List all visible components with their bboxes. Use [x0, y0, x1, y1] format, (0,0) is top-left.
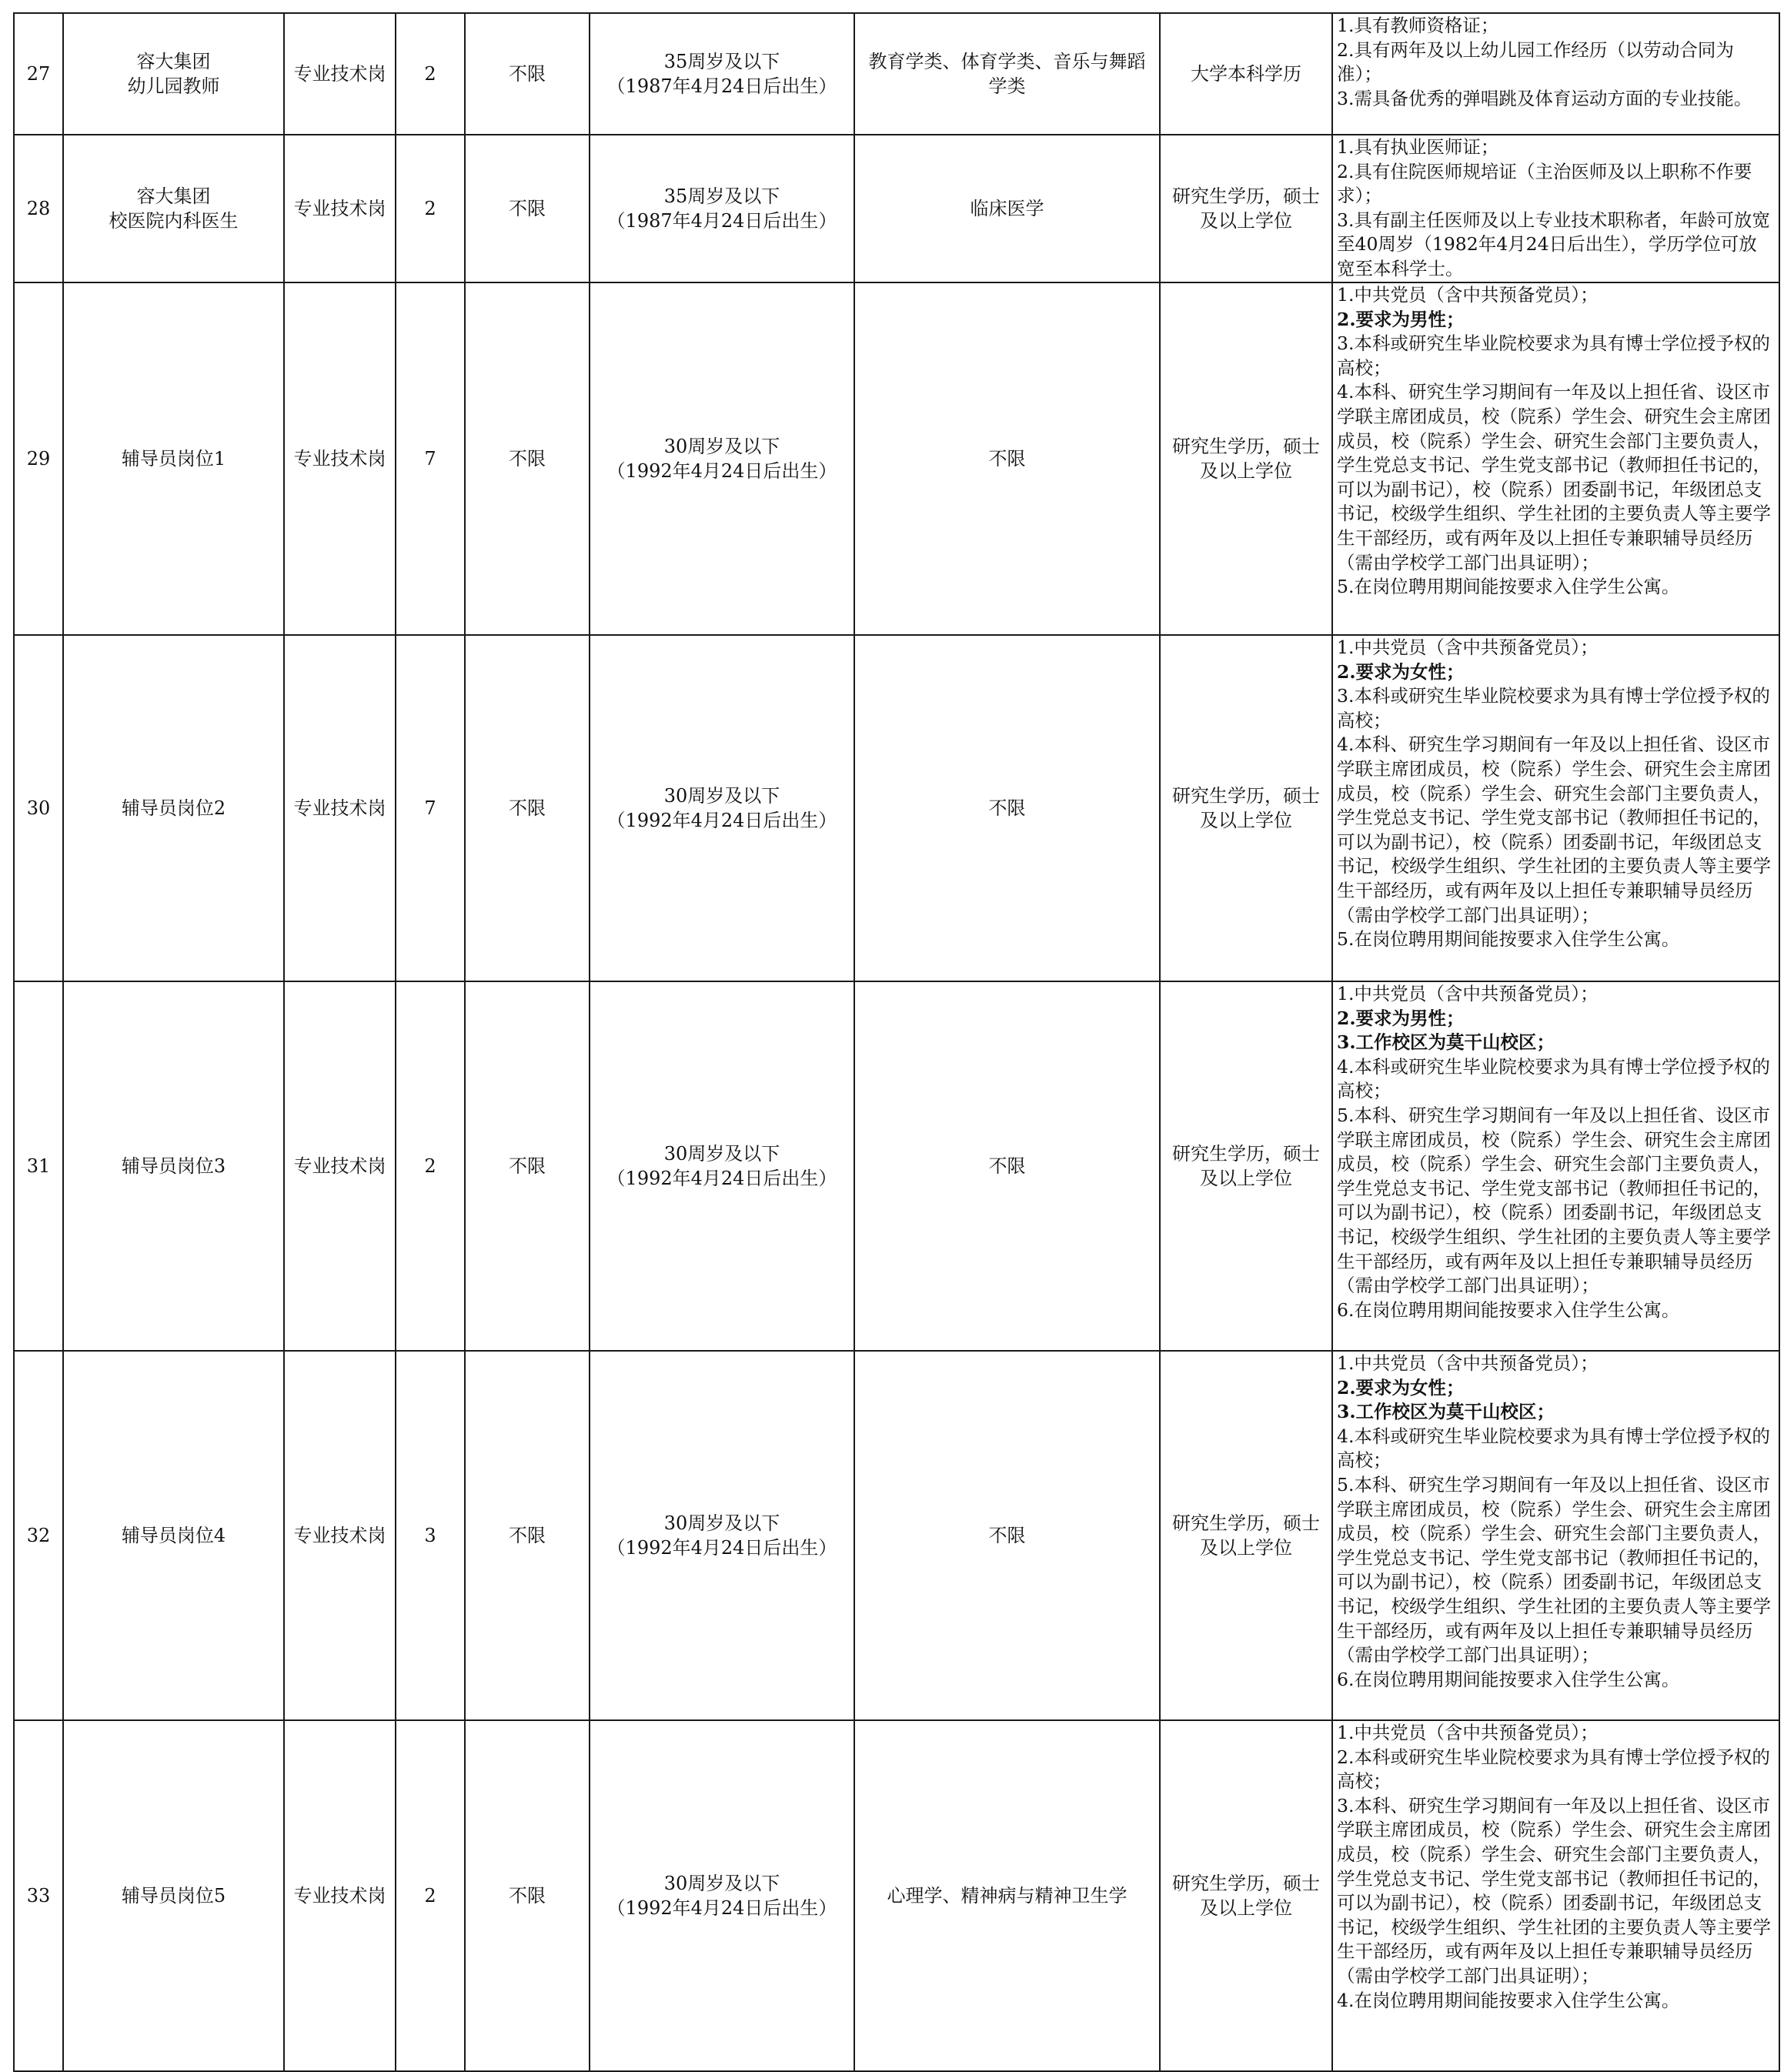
- hiring-count: 2: [396, 1720, 465, 2071]
- post-name-line1: 辅导员岗位4: [121, 1525, 226, 1546]
- post-name-line1: 辅导员岗位3: [121, 1155, 226, 1177]
- target-group: 不限: [465, 13, 590, 135]
- requirement-item: 2.本科或研究生毕业院校要求为具有博士学位授予权的高校；: [1337, 1746, 1770, 1793]
- age-requirement: [590, 13, 854, 135]
- requirement-item: 2.要求为男性；: [1337, 308, 1465, 330]
- post-name: [63, 13, 284, 135]
- birth-date-limit: （1987年4月24日后出生）: [606, 75, 837, 97]
- requirement-item: 2.具有住院医师规培证（主治医师及以上职称不作要求）；: [1337, 160, 1752, 207]
- education-requirement: 大学本科学历: [1160, 13, 1332, 135]
- target-group: 不限: [465, 981, 590, 1351]
- post-name: [63, 135, 284, 282]
- age-requirement: [590, 1720, 854, 2071]
- birth-date-limit: （1992年4月24日后出生）: [606, 460, 837, 482]
- requirement-item: 4.本科、研究生学习期间有一年及以上担任省、设区市学联主席团成员，校（院系）学生会、研究生会主席团成员，校（院系）学生会、研究生会部门主要负责人，学生党总支书记、学生党支部书记（教师担任书记的，可以为副书记），校（院系）团委副书记，年级团总支书记，校级学生组织、学生社团的主要负责人等主要学生干部经历，或有两年及以上担任专兼职辅导员经历（需由学校学工部门出具证明）；: [1337, 381, 1771, 573]
- hiring-count: 2: [396, 981, 465, 1351]
- requirement-item: 1.具有教师资格证；: [1337, 15, 1499, 36]
- post-category: 专业技术岗: [284, 981, 396, 1351]
- target-group: 不限: [465, 1351, 590, 1720]
- post-name: [63, 1351, 284, 1720]
- birth-date-limit: （1992年4月24日后出生）: [606, 1897, 837, 1919]
- requirement-item: 2.要求为男性；: [1337, 1007, 1465, 1029]
- post-name: [63, 282, 284, 635]
- major-requirement: 心理学、精神病与精神卫生学: [854, 1720, 1160, 2071]
- major-requirement: 不限: [854, 635, 1160, 981]
- recruitment-table: [13, 12, 1780, 2072]
- post-name: [63, 981, 284, 1351]
- hiring-count: 3: [396, 1351, 465, 1720]
- requirement-item: 2.要求为女性；: [1337, 660, 1465, 683]
- education-requirement: 研究生学历，硕士及以上学位: [1160, 282, 1332, 635]
- row-number: 32: [14, 1351, 63, 1720]
- requirement-item: 4.本科或研究生毕业院校要求为具有博士学位授予权的高校；: [1337, 1055, 1770, 1102]
- hiring-count: 2: [396, 135, 465, 282]
- age-limit: 35周岁及以下: [663, 185, 780, 207]
- table-row: [14, 1720, 1779, 2071]
- age-requirement: [590, 282, 854, 635]
- post-name: [63, 1720, 284, 2071]
- target-group: 不限: [465, 1720, 590, 2071]
- target-group: 不限: [465, 135, 590, 282]
- birth-date-limit: （1987年4月24日后出生）: [606, 210, 837, 232]
- requirement-item: 5.本科、研究生学习期间有一年及以上担任省、设区市学联主席团成员，校（院系）学生会、研究生会主席团成员，校（院系）学生会、研究生会部门主要负责人，学生党总支书记、学生党支部书记（教师担任书记的，可以为副书记），校（院系）团委副书记，年级团总支书记，校级学生组织、学生社团的主要负责人等主要学生干部经历，或有两年及以上担任专兼职辅导员经历（需由学校学工部门出具证明）；: [1337, 1104, 1771, 1297]
- other-requirements: [1332, 981, 1779, 1351]
- post-category: 专业技术岗: [284, 135, 396, 282]
- post-name: [63, 635, 284, 981]
- requirement-item: 2.具有两年及以上幼儿园工作经历（以劳动合同为准）；: [1337, 38, 1734, 85]
- requirement-item: 4.本科或研究生毕业院校要求为具有博士学位授予权的高校；: [1337, 1425, 1770, 1472]
- post-name-line1: 辅导员岗位2: [121, 797, 226, 819]
- requirement-item: 1.中共党员（含中共预备党员）；: [1337, 983, 1599, 1004]
- post-name-line2: 幼儿园教师: [127, 75, 220, 97]
- post-category: 专业技术岗: [284, 13, 396, 135]
- other-requirements: [1332, 282, 1779, 635]
- education-requirement: 研究生学历，硕士及以上学位: [1160, 635, 1332, 981]
- education-requirement: 研究生学历，硕士及以上学位: [1160, 1351, 1332, 1720]
- requirement-item: 2.要求为女性；: [1337, 1376, 1465, 1399]
- age-limit: 30周岁及以下: [663, 1512, 780, 1534]
- major-requirement: 临床医学: [854, 135, 1160, 282]
- education-requirement: 研究生学历，硕士及以上学位: [1160, 135, 1332, 282]
- post-category: 专业技术岗: [284, 1720, 396, 2071]
- table-row: [14, 282, 1779, 635]
- age-limit: 35周岁及以下: [663, 51, 780, 72]
- post-category: 专业技术岗: [284, 635, 396, 981]
- requirement-item: 3.本科或研究生毕业院校要求为具有博士学位授予权的高校；: [1337, 333, 1770, 379]
- age-limit: 30周岁及以下: [663, 436, 780, 457]
- requirement-item: 3.需具备优秀的弹唱跳及体育运动方面的专业技能。: [1337, 87, 1752, 109]
- row-number: 28: [14, 135, 63, 282]
- major-requirement: 不限: [854, 282, 1160, 635]
- requirement-item: 1.中共党员（含中共预备党员）；: [1337, 637, 1599, 658]
- requirement-item: 3.本科、研究生学习期间有一年及以上担任省、设区市学联主席团成员，校（院系）学生会、研究生会主席团成员，校（院系）学生会、研究生会部门主要负责人，学生党总支书记、学生党支部书记（教师担任书记的，可以为副书记），校（院系）团委副书记，年级团总支书记，校级学生组织、学生社团的主要负责人等主要学生干部经历，或有两年及以上担任专兼职辅导员经历（需由学校学工部门出具证明）；: [1337, 1794, 1771, 1987]
- other-requirements: [1332, 635, 1779, 981]
- birth-date-limit: （1992年4月24日后出生）: [606, 1168, 837, 1189]
- table-row: [14, 635, 1779, 981]
- hiring-count: 7: [396, 635, 465, 981]
- target-group: 不限: [465, 635, 590, 981]
- other-requirements: [1332, 1351, 1779, 1720]
- requirement-item: 1.中共党员（含中共预备党员）；: [1337, 284, 1599, 306]
- age-limit: 30周岁及以下: [663, 1143, 780, 1165]
- post-name-line1: 辅导员岗位5: [121, 1885, 226, 1907]
- education-requirement: 研究生学历，硕士及以上学位: [1160, 981, 1332, 1351]
- requirement-item: 4.本科、研究生学习期间有一年及以上担任省、设区市学联主席团成员，校（院系）学生会、研究生会主席团成员，校（院系）学生会、研究生会部门主要负责人，学生党总支书记、学生党支部书记（教师担任书记的，可以为副书记），校（院系）团委副书记，年级团总支书记，校级学生组织、学生社团的主要负责人等主要学生干部经历，或有两年及以上担任专兼职辅导员经历（需由学校学工部门出具证明）；: [1337, 734, 1771, 926]
- requirement-item: 3.工作校区为莫干山校区；: [1337, 1031, 1555, 1054]
- row-number: 33: [14, 1720, 63, 2071]
- hiring-count: 7: [396, 282, 465, 635]
- age-requirement: [590, 635, 854, 981]
- requirement-item: 6.在岗位聘用期间能按要求入住学生公寓。: [1337, 1298, 1680, 1321]
- table-row: [14, 13, 1779, 135]
- major-requirement: 不限: [854, 1351, 1160, 1720]
- row-number: 31: [14, 981, 63, 1351]
- table-body: [14, 13, 1779, 2071]
- requirement-item: 3.具有副主任医师及以上专业技术职称者，年龄可放宽至40周岁（1982年4月24日后出生），学历学位可放宽至本科学士。: [1337, 209, 1770, 279]
- other-requirements: [1332, 135, 1779, 282]
- age-requirement: [590, 981, 854, 1351]
- birth-date-limit: （1992年4月24日后出生）: [606, 1537, 837, 1559]
- row-number: 27: [14, 13, 63, 135]
- post-category: 专业技术岗: [284, 1351, 396, 1720]
- requirement-item: 6.在岗位聘用期间能按要求入住学生公寓。: [1337, 1668, 1680, 1690]
- row-number: 30: [14, 635, 63, 981]
- hiring-count: 2: [396, 13, 465, 135]
- post-category: 专业技术岗: [284, 282, 396, 635]
- other-requirements: [1332, 1720, 1779, 2071]
- requirement-item: 5.在岗位聘用期间能按要求入住学生公寓。: [1337, 928, 1680, 951]
- table-row: [14, 981, 1779, 1351]
- requirement-item: 4.在岗位聘用期间能按要求入住学生公寓。: [1337, 1989, 1680, 2011]
- post-name-line1: 容大集团: [136, 51, 211, 72]
- target-group: 不限: [465, 282, 590, 635]
- age-requirement: [590, 1351, 854, 1720]
- education-requirement: 研究生学历，硕士及以上学位: [1160, 1720, 1332, 2071]
- post-name-line1: 容大集团: [136, 185, 211, 207]
- other-requirements: [1332, 13, 1779, 135]
- major-requirement: 教育学类、体育学类、音乐与舞蹈学类: [854, 13, 1160, 135]
- table-row: [14, 1351, 1779, 1720]
- row-number: 29: [14, 282, 63, 635]
- requirement-item: 1.具有执业医师证；: [1337, 136, 1499, 158]
- age-limit: 30周岁及以下: [663, 1873, 780, 1894]
- requirement-item: 3.本科或研究生毕业院校要求为具有博士学位授予权的高校；: [1337, 685, 1770, 731]
- requirement-item: 1.中共党员（含中共预备党员）；: [1337, 1352, 1599, 1374]
- post-name-line1: 辅导员岗位1: [121, 448, 226, 470]
- age-limit: 30周岁及以下: [663, 785, 780, 807]
- age-requirement: [590, 135, 854, 282]
- requirement-item: 3.工作校区为莫干山校区；: [1337, 1401, 1555, 1423]
- table-row: [14, 135, 1779, 282]
- requirement-item: 5.在岗位聘用期间能按要求入住学生公寓。: [1337, 576, 1680, 598]
- requirement-item: 1.中共党员（含中共预备党员）；: [1337, 1722, 1599, 1743]
- requirement-item: 5.本科、研究生学习期间有一年及以上担任省、设区市学联主席团成员，校（院系）学生会、研究生会主席团成员，校（院系）学生会、研究生会部门主要负责人，学生党总支书记、学生党支部书记（教师担任书记的，可以为副书记），校（院系）团委副书记，年级团总支书记，校级学生组织、学生社团的主要负责人等主要学生干部经历，或有两年及以上担任专兼职辅导员经历（需由学校学工部门出具证明）；: [1337, 1473, 1771, 1666]
- birth-date-limit: （1992年4月24日后出生）: [606, 810, 837, 831]
- post-name-line2: 校医院内科医生: [109, 210, 239, 232]
- major-requirement: 不限: [854, 981, 1160, 1351]
